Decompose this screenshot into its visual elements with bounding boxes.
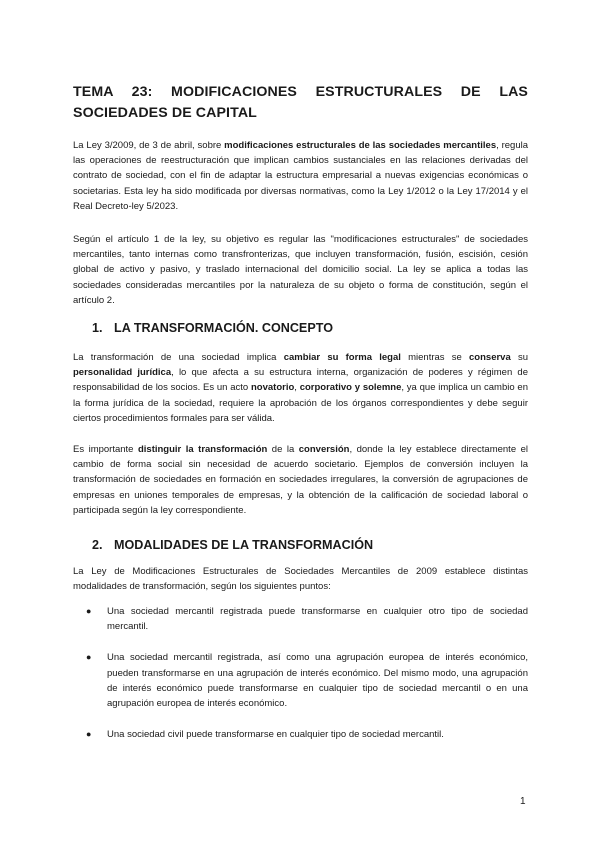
page-number: 1 bbox=[520, 796, 526, 807]
modalities-intro-paragraph: La Ley de Modificaciones Estructurales de Sociedades Mercantiles de 2009 establece distintas modalidades de transformación, según los siguientes puntos: bbox=[73, 566, 528, 593]
section-2-heading bbox=[92, 537, 373, 553]
s1p1-text-1: La transformación de una sociedad implica bbox=[73, 352, 284, 363]
s1p1-text-3: su bbox=[510, 352, 528, 363]
list-item bbox=[73, 650, 528, 711]
intro-paragraph bbox=[73, 138, 528, 214]
list-item bbox=[73, 727, 528, 742]
transformation-concept-paragraph bbox=[73, 350, 528, 426]
section-1-title: LA TRANSFORMACIÓN. CONCEPTO bbox=[114, 321, 333, 335]
s1p2-text-1: Es importante bbox=[73, 444, 138, 455]
section-1-number: 1. bbox=[92, 321, 103, 335]
page-title: TEMA 23: MODIFICACIONES ESTRUCTURALES DE LAS SOCIEDADES DE CAPITAL bbox=[73, 84, 528, 121]
bullet-icon: ● bbox=[86, 729, 92, 740]
objective-paragraph: Según el artículo 1 de la ley, su objetivo es regular las "modificaciones estructurales" de sociedades mercantiles, tanto internas como transfronterizas, que incluyen transformación, fusión, escisión, cesión global de activo y pasivo, y traslado internacional del domicilio social. La ley se aplica a todas las sociedades consideradas mercantiles por la naturaleza de su objeto o forma de constitución, según el artículo 2. bbox=[73, 234, 528, 306]
intro-text-1: La Ley 3/2009, de 3 de abril, sobre bbox=[73, 140, 225, 151]
list-item-text: Una sociedad civil puede transformarse en cualquier tipo de sociedad mercantil. bbox=[107, 729, 444, 741]
s1p1-text-6: , ya que implica un cambio en la forma jurídica de la sociedad, requiere la aprobación de los órganos correspondientes y debe seguir ciertos procedimientos formales para ser válida. bbox=[73, 382, 528, 424]
s1p2-text-2: de la bbox=[267, 444, 299, 455]
s1p1-bold-4: novatorio bbox=[250, 382, 295, 394]
list-item-text: Una sociedad mercantil registrada puede transformarse en cualquier otro tipo de sociedad mercantil. bbox=[107, 606, 528, 633]
s1p1-text-4: , lo que afecta a su estructura interna, organización de poderes y régimen de responsabilidad de los socios. Es un acto bbox=[73, 367, 528, 394]
s1p1-bold-3: personalidad jurídica bbox=[73, 367, 172, 379]
conversion-paragraph bbox=[73, 442, 528, 518]
list-item bbox=[73, 604, 528, 634]
bullet-icon: ● bbox=[86, 652, 92, 663]
intro-bold-1: modificaciones estructurales de las sociedades mercantiles bbox=[224, 140, 497, 151]
s1p1-bold-1: cambiar su forma legal bbox=[283, 352, 401, 363]
s1p2-text-3: , donde la ley establece directamente el cambio de forma social sin necesidad de acuerdo societario. Ejemplos de conversión incluyen la transformación de sociedades en formación en sociedades irregulares, la conversión de agrupaciones de empresas en uniones temporales de empresas, y la obtención de la calificación de sociedad laboral o participada según la ley correspondiente. bbox=[73, 444, 528, 516]
intro-text-2: , regula las operaciones de reestructuración que implican cambios sustanciales en las relaciones derivadas del contrato de sociedad, con el fin de adaptar la estructura empresarial a nuevas exigencias económicas o societarias. Esta ley ha sido modificada por diversas normativas, como la Ley 1/2012 o la Ley 17/2014 y el Real Decreto-ley 5/2023. bbox=[73, 140, 529, 212]
s1p1-bold-5: corporativo y solemne bbox=[299, 382, 402, 394]
list-item-text: Una sociedad mercantil registrada, así como una agrupación europea de interés económico, pueden transformarse en una agrupación de interés económico. Del mismo modo, una agrupación de interés económico puede transformarse en cualquier tipo de sociedad mercantil o en una agrupación europea de interés económico. bbox=[107, 652, 528, 710]
bullet-icon: ● bbox=[86, 606, 92, 616]
s1p1-bold-2: conserva bbox=[469, 352, 511, 363]
s1p1-text-5: , bbox=[294, 382, 300, 394]
s1p2-bold-1: distinguir la transformación bbox=[137, 444, 268, 455]
s1p1-text-2: mientras se bbox=[400, 352, 470, 363]
section-2-title: MODALIDADES DE LA TRANSFORMACIÓN bbox=[114, 538, 374, 552]
modalities-list bbox=[73, 604, 528, 758]
section-1-heading bbox=[92, 320, 333, 336]
section-2-number: 2. bbox=[92, 538, 103, 552]
s1p2-bold-2: conversión bbox=[298, 444, 350, 455]
